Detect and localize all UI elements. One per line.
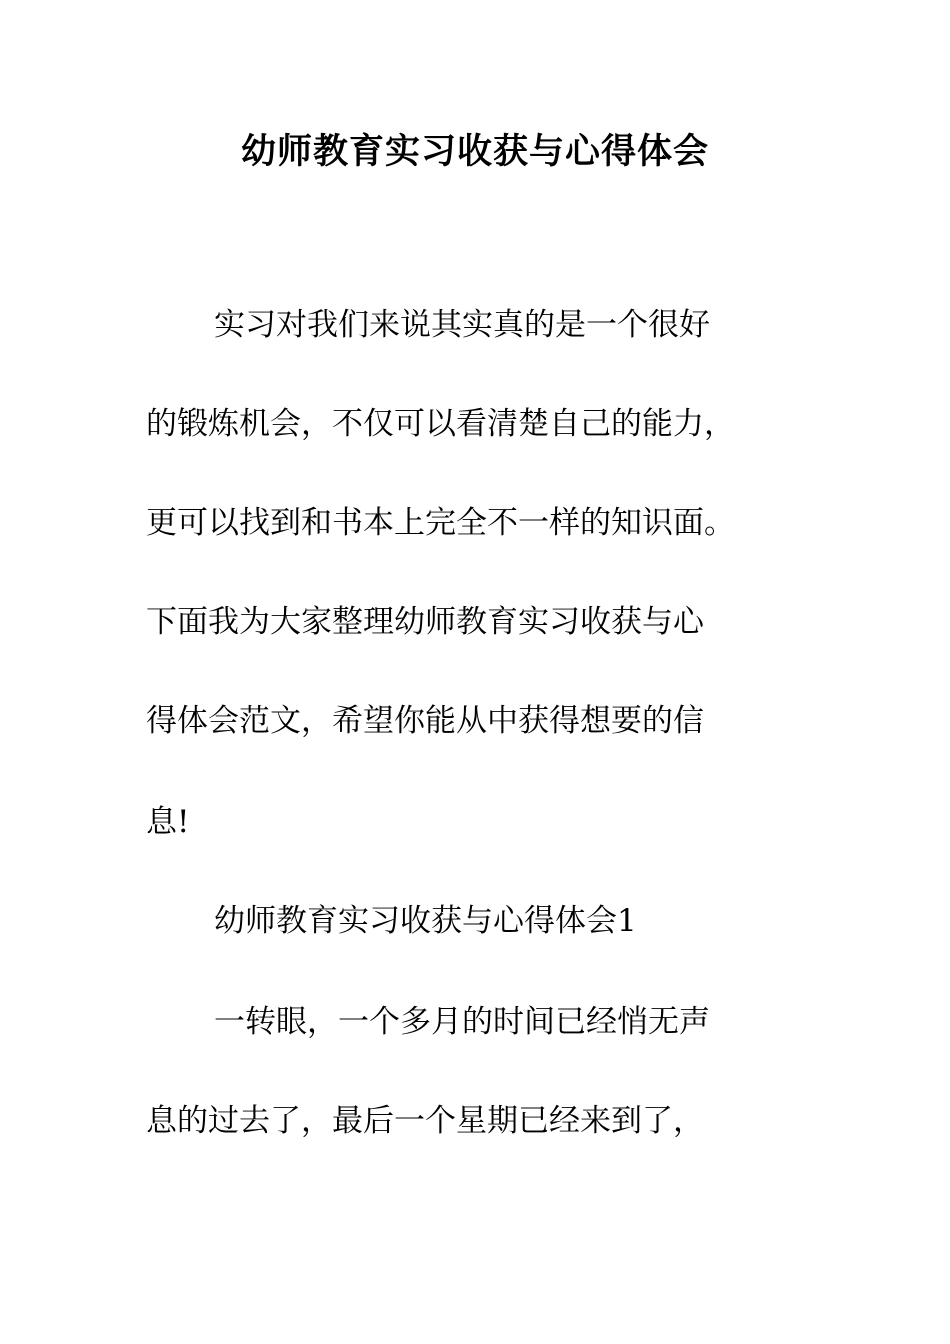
intro-paragraph-line-5: 得体会范文，希望你能从中获得想要的信: [146, 703, 704, 739]
intro-paragraph-line-6: 息!: [146, 804, 190, 840]
section-heading-1: 幼师教育实习收获与心得体会1: [214, 903, 637, 939]
intro-paragraph-line-4: 下面我为大家整理幼师教育实习收获与心: [146, 604, 704, 640]
intro-paragraph-line-2: 的锻炼机会，不仅可以看清楚自己的能力，: [146, 406, 735, 442]
body-paragraph-line-1: 一转眼，一个多月的时间已经悄无声: [214, 1004, 710, 1040]
body-paragraph-line-2: 息的过去了，最后一个星期已经来到了，: [146, 1103, 704, 1139]
intro-paragraph-line-1: 实习对我们来说其实真的是一个很好: [214, 307, 710, 343]
document-title: 幼师教育实习收获与心得体会: [240, 132, 709, 172]
intro-paragraph-line-3: 更可以找到和书本上完全不一样的知识面。: [146, 505, 735, 541]
